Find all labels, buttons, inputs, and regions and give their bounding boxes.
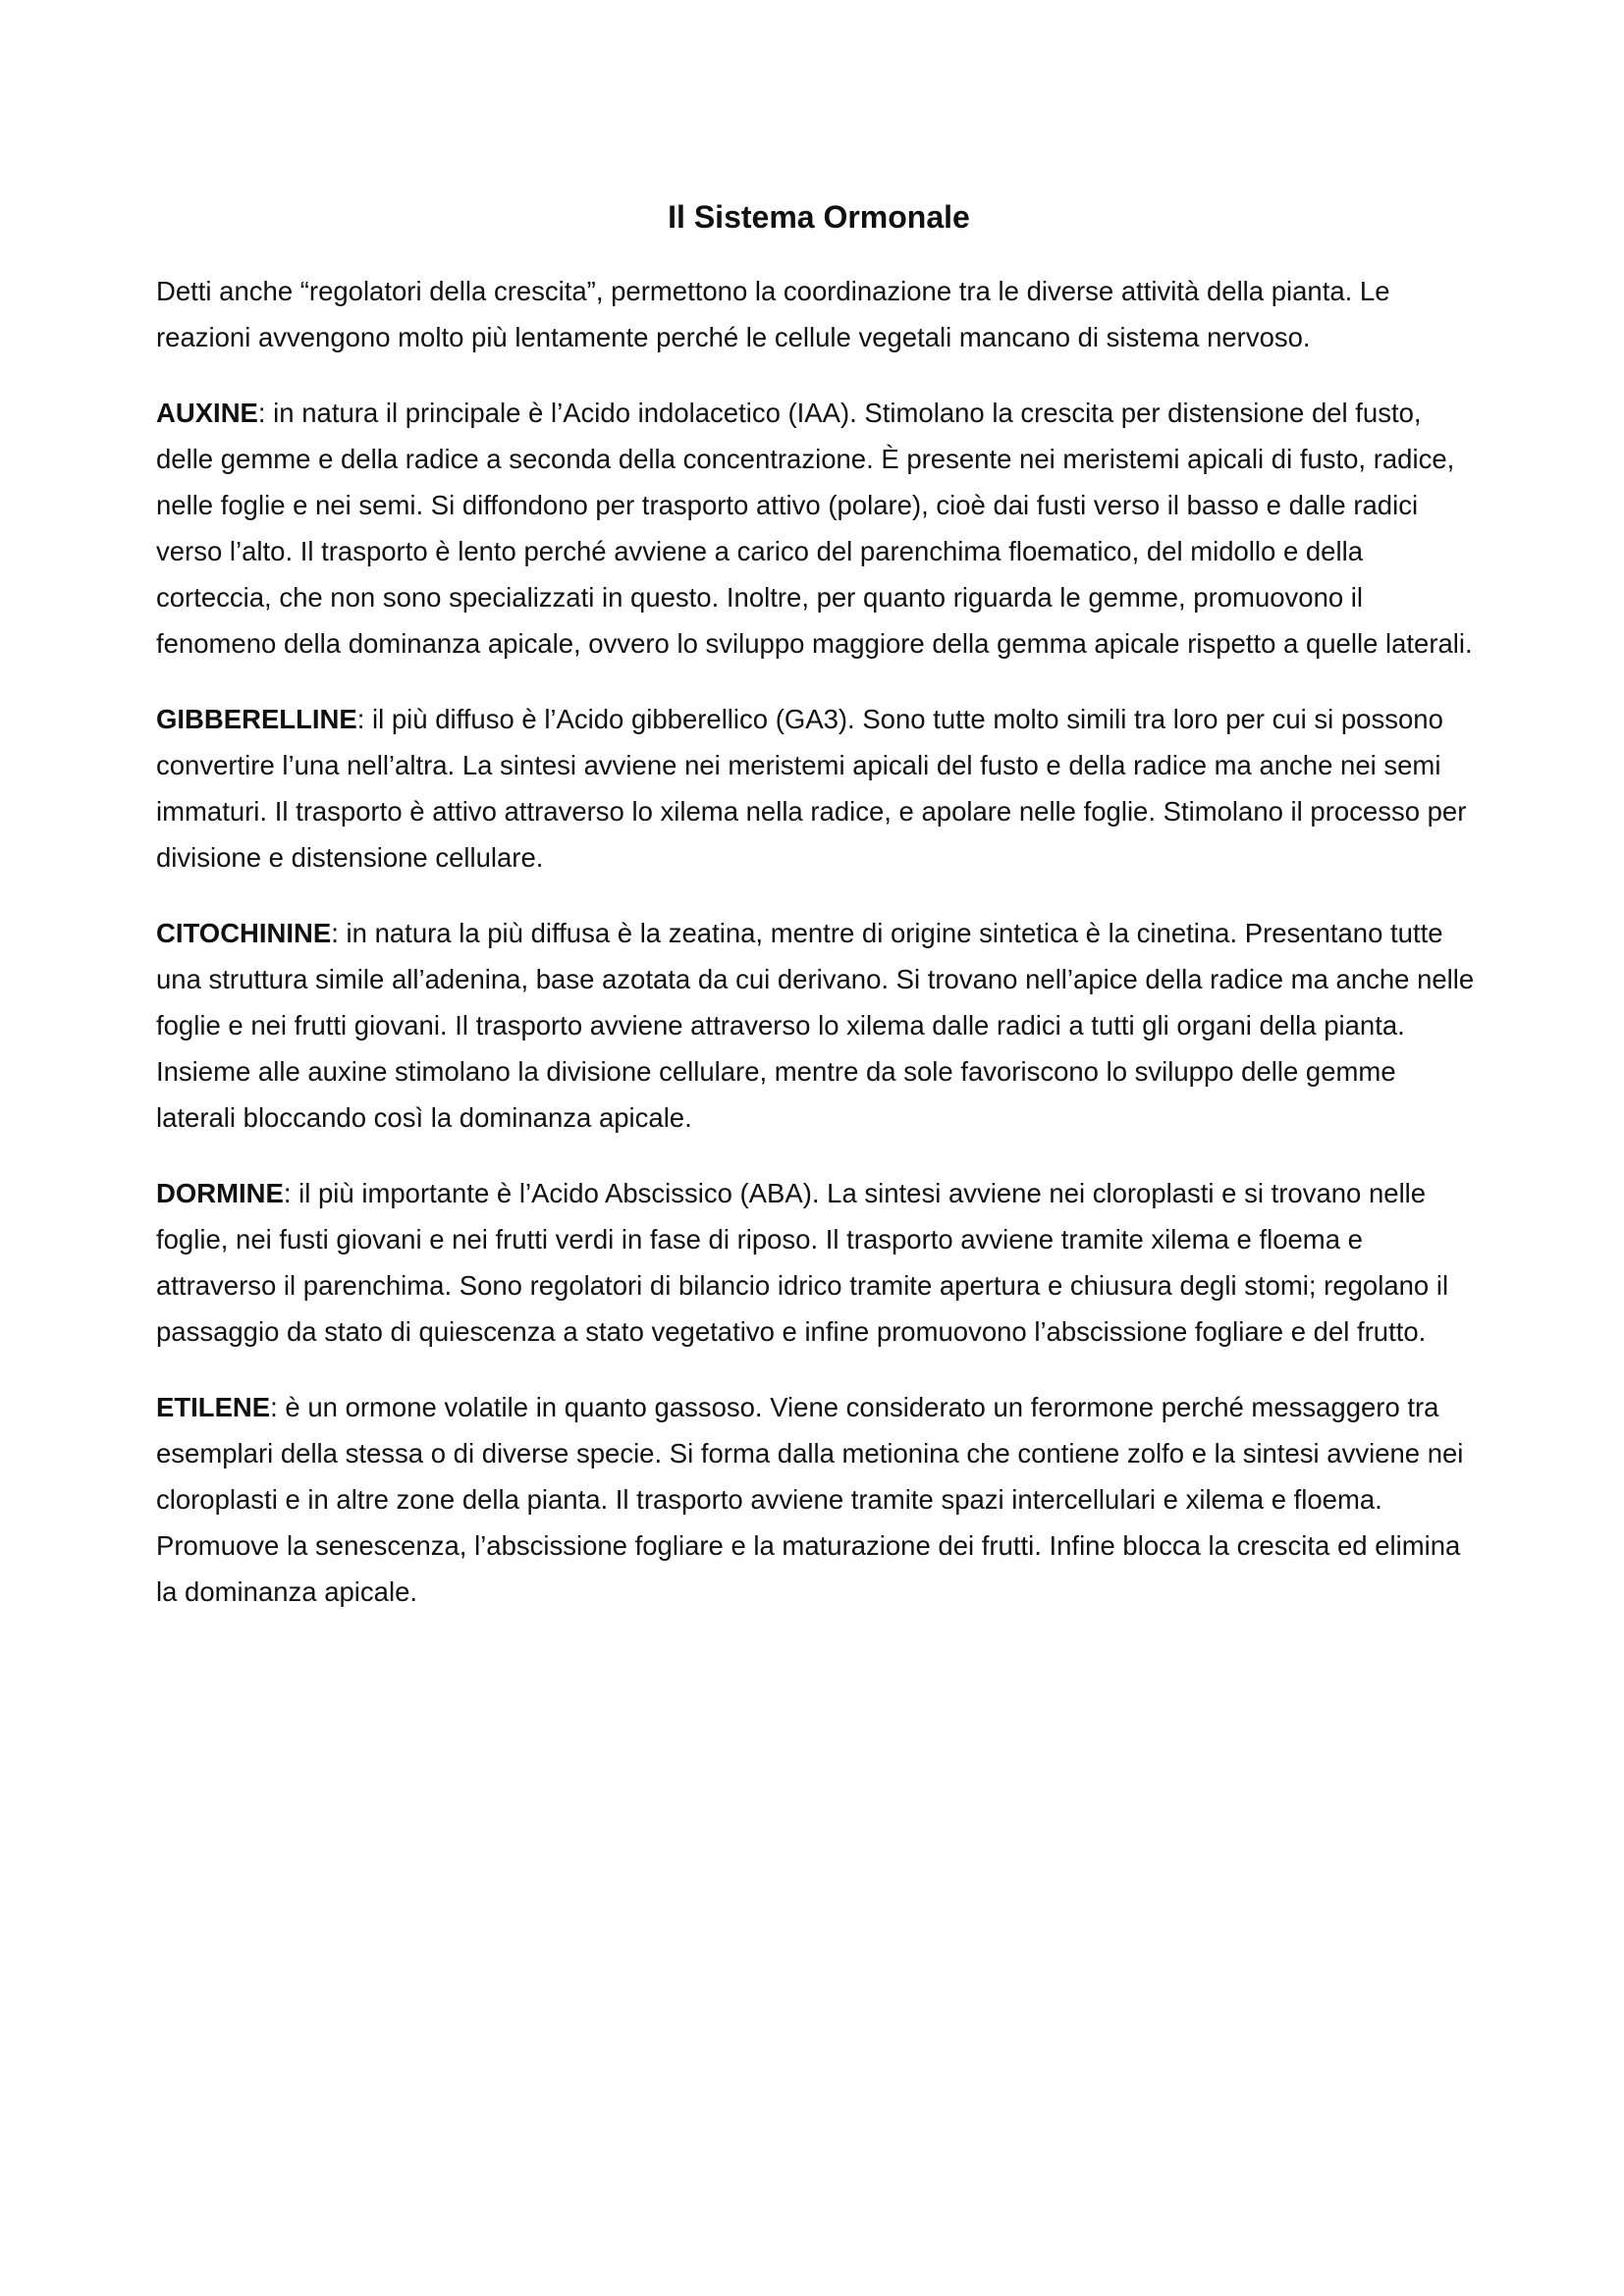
section-text: : in natura il principale è l’Acido indolacetico (IAA). Stimolano la crescita per distensione del fusto, delle gemme e della radice a seconda della concentrazione. È presente nei meristemi apicali di fusto, radice, nelle foglie e nei semi. Si diffondono per trasporto attivo (polare), cioè dai fusti verso il basso e dalle radici verso l’alto. Il trasporto è lento perché avviene a carico del parenchima floematico, del midollo e della corteccia, che non sono specializzati in questo. Inoltre, per quanto riguarda le gemme, promuovono il fenomeno della dominanza apicale, ovvero lo sviluppo maggiore della gemma apicale rispetto a quelle laterali. [156, 398, 1473, 659]
section-text: : in natura la più diffusa è la zeatina, mentre di origine sintetica è la cinetina. Presentano tutte una struttura simile all’adenina, base azotata da cui derivano. Si trovano nell’apice della radice ma anche nelle foglie e nei frutti giovani. Il trasporto avviene attraverso lo xilema dalle radici a tutti gli organi della pianta. Insieme alle auxine stimolano la divisione cellulare, mentre da sole favoriscono lo sviluppo delle gemme laterali bloccando così la dominanza apicale. [156, 918, 1475, 1133]
section-term: AUXINE [156, 398, 258, 428]
section-auxine [156, 390, 1482, 667]
section-dormine [156, 1170, 1482, 1355]
section-text: : il più diffuso è l’Acido gibberellico (GA3). Sono tutte molto simili tra loro per cui si possono convertire l’una nell’altra. La sintesi avviene nei meristemi apicali del fusto e della radice ma anche nei semi immaturi. Il trasporto è attivo attraverso lo xilema nella radice, e apolare nelle foglie. Stimolano il processo per divisione e distensione cellulare. [156, 704, 1467, 873]
section-term: GIBBERELLINE [156, 704, 357, 734]
section-term: DORMINE [156, 1178, 284, 1208]
section-text: : è un ormone volatile in quanto gassoso. Viene considerato un ferormone perché messaggero tra esemplari della stessa o di diverse specie. Si forma dalla metionina che contiene zolfo e la sintesi avviene nei cloroplasti e in altre zone della pianta. Il trasporto avviene tramite spazi intercellulari e xilema e floema. Promuove la senescenza, l’abscissione fogliare e la maturazione dei frutti. Infine blocca la crescita ed elimina la dominanza apicale. [156, 1392, 1464, 1607]
section-citochinine [156, 910, 1482, 1141]
section-term: ETILENE [156, 1392, 271, 1422]
page-title: Il Sistema Ormonale [668, 199, 970, 235]
section-text: : il più importante è l’Acido Abscissico (ABA). La sintesi avviene nei cloroplasti e si trovano nelle foglie, nei fusti giovani e nei frutti verdi in fase di riposo. Il trasporto avviene tramite xilema e floema e attraverso il parenchima. Sono regolatori di bilancio idrico tramite apertura e chiusura degli stomi; regolano il passaggio da stato di quiescenza a stato vegetativo e infine promuovono l’abscissione fogliare e del frutto. [156, 1178, 1449, 1347]
section-gibberelline [156, 696, 1482, 881]
document-body [156, 193, 1482, 1644]
intro-paragraph: Detti anche “regolatori della crescita”, permettono la coordinazione tra le diverse attività della pianta. Le reazioni avvengono molto più lentamente perché le cellule vegetali mancano di sistema nervoso. [156, 276, 1390, 352]
section-term: CITOCHININE [156, 918, 332, 948]
section-etilene [156, 1384, 1482, 1615]
